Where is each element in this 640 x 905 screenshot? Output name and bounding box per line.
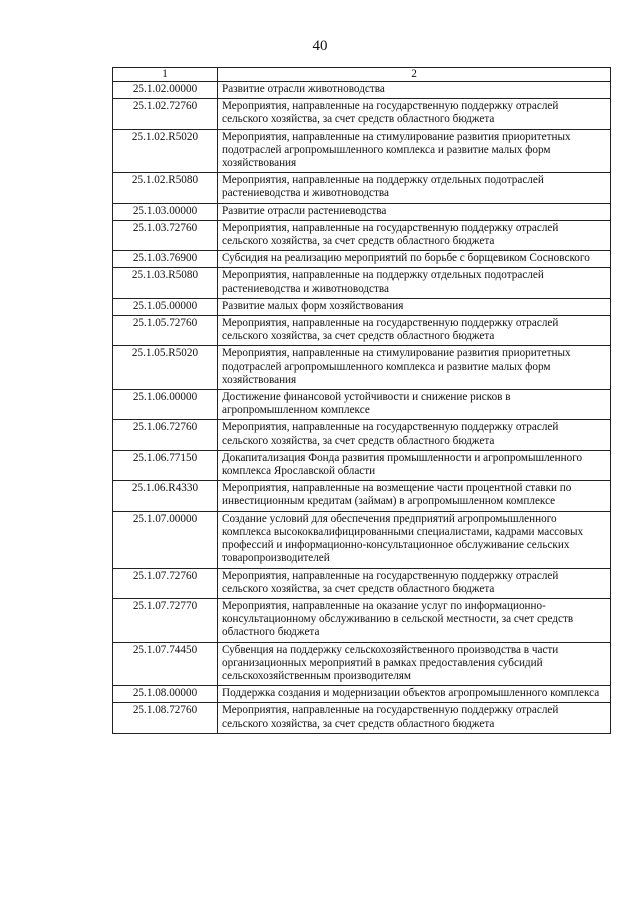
table-row — [113, 346, 611, 390]
classification-code: 25.1.07.72770 — [113, 598, 218, 642]
classification-code: 25.1.03.76900 — [113, 251, 218, 268]
classification-code: 25.1.02.R5080 — [113, 173, 218, 203]
classification-name: Развитие отрасли животноводства — [218, 82, 611, 99]
table-row — [113, 82, 611, 99]
table-row — [113, 316, 611, 346]
table-row — [113, 129, 611, 173]
column-header-1: 1 — [113, 68, 218, 82]
classification-name: Мероприятия, направленные на оказание услуг по информационно-консультационному обслуживанию в сельской местности, за счет средств областного бюджета — [218, 598, 611, 642]
column-header-2: 2 — [218, 68, 611, 82]
classification-code: 25.1.05.72760 — [113, 316, 218, 346]
table-body — [113, 82, 611, 734]
classification-code: 25.1.05.00000 — [113, 298, 218, 315]
table-row — [113, 598, 611, 642]
classification-name: Мероприятия, направленные на стимулирование развития приоритетных подотраслей агропромышленного комплекса и развитие малых форм хозяйствования — [218, 129, 611, 173]
classification-name: Мероприятия, направленные на государственную поддержку отраслей сельского хозяйства, за счет средств областного бюджета — [218, 316, 611, 346]
classification-name: Мероприятия, направленные на государственную поддержку отраслей сельского хозяйства, за счет средств областного бюджета — [218, 420, 611, 450]
table-row — [113, 251, 611, 268]
classification-code: 25.1.07.00000 — [113, 511, 218, 568]
classification-name: Развитие отрасли растениеводства — [218, 203, 611, 220]
table-row — [113, 173, 611, 203]
classification-code: 25.1.03.72760 — [113, 220, 218, 250]
classification-name: Мероприятия, направленные на государственную поддержку отраслей сельского хозяйства, за счет средств областного бюджета — [218, 568, 611, 598]
table-row — [113, 203, 611, 220]
classification-code: 25.1.03.00000 — [113, 203, 218, 220]
classification-code: 25.1.05.R5020 — [113, 346, 218, 390]
table-row — [113, 390, 611, 420]
table-row — [113, 642, 611, 686]
classification-code: 25.1.06.R4330 — [113, 481, 218, 511]
classification-name: Докапитализация Фонда развития промышленности и агропромышленного комплекса Ярославской области — [218, 450, 611, 480]
table-row — [113, 511, 611, 568]
classification-name: Мероприятия, направленные на государственную поддержку отраслей сельского хозяйства, за счет средств областного бюджета — [218, 220, 611, 250]
classification-name: Мероприятия, направленные на государственную поддержку отраслей сельского хозяйства, за счет средств областного бюджета — [218, 703, 611, 733]
table-row — [113, 568, 611, 598]
classification-name: Мероприятия, направленные на стимулирование развития приоритетных подотраслей агропромышленного комплекса и развитие малых форм хозяйствования — [218, 346, 611, 390]
table-row — [113, 481, 611, 511]
classification-name: Мероприятия, направленные на государственную поддержку отраслей сельского хозяйства, за счет средств областного бюджета — [218, 99, 611, 129]
classification-name: Поддержка создания и модернизации объектов агропромышленного комплекса — [218, 686, 611, 703]
table-row — [113, 298, 611, 315]
page-number: 40 — [312, 38, 328, 54]
classification-code: 25.1.02.00000 — [113, 82, 218, 99]
classification-code: 25.1.06.00000 — [113, 390, 218, 420]
table-row — [113, 99, 611, 129]
classification-code: 25.1.02.R5020 — [113, 129, 218, 173]
classification-code: 25.1.06.72760 — [113, 420, 218, 450]
table-row — [113, 420, 611, 450]
classification-code: 25.1.06.77150 — [113, 450, 218, 480]
classification-name: Мероприятия, направленные на возмещение части процентной ставки по инвестиционным кредитам (займам) в агропромышленном комплексе — [218, 481, 611, 511]
table-header-row — [113, 68, 611, 82]
table-row — [113, 268, 611, 298]
classification-code: 25.1.07.72760 — [113, 568, 218, 598]
classification-name: Мероприятия, направленные на поддержку отдельных подотраслей растениеводства и животноводства — [218, 173, 611, 203]
classification-name: Субвенция на поддержку сельскохозяйственного производства в части организационных мероприятий в рамках предоставления субсидий сельскохозяйственным производителям — [218, 642, 611, 686]
classification-name: Развитие малых форм хозяйствования — [218, 298, 611, 315]
classification-code: 25.1.07.74450 — [113, 642, 218, 686]
classification-name: Достижение финансовой устойчивости и снижение рисков в агропромышленном комплексе — [218, 390, 611, 420]
table-row — [113, 703, 611, 733]
classification-name: Субсидия на реализацию мероприятий по борьбе с борщевиком Сосновского — [218, 251, 611, 268]
table-row — [113, 220, 611, 250]
classification-code: 25.1.02.72760 — [113, 99, 218, 129]
classification-code: 25.1.03.R5080 — [113, 268, 218, 298]
budget-code-table — [112, 67, 611, 734]
table-row — [113, 450, 611, 480]
table-row — [113, 686, 611, 703]
classification-code: 25.1.08.72760 — [113, 703, 218, 733]
classification-name: Создание условий для обеспечения предприятий агропромышленного комплекса высококвалифицированными специалистами, кадрами массовых профессий и информационно-консультационное обслуживание сельских товаропроизводителей — [218, 511, 611, 568]
classification-code: 25.1.08.00000 — [113, 686, 218, 703]
classification-name: Мероприятия, направленные на поддержку отдельных подотраслей растениеводства и животноводства — [218, 268, 611, 298]
